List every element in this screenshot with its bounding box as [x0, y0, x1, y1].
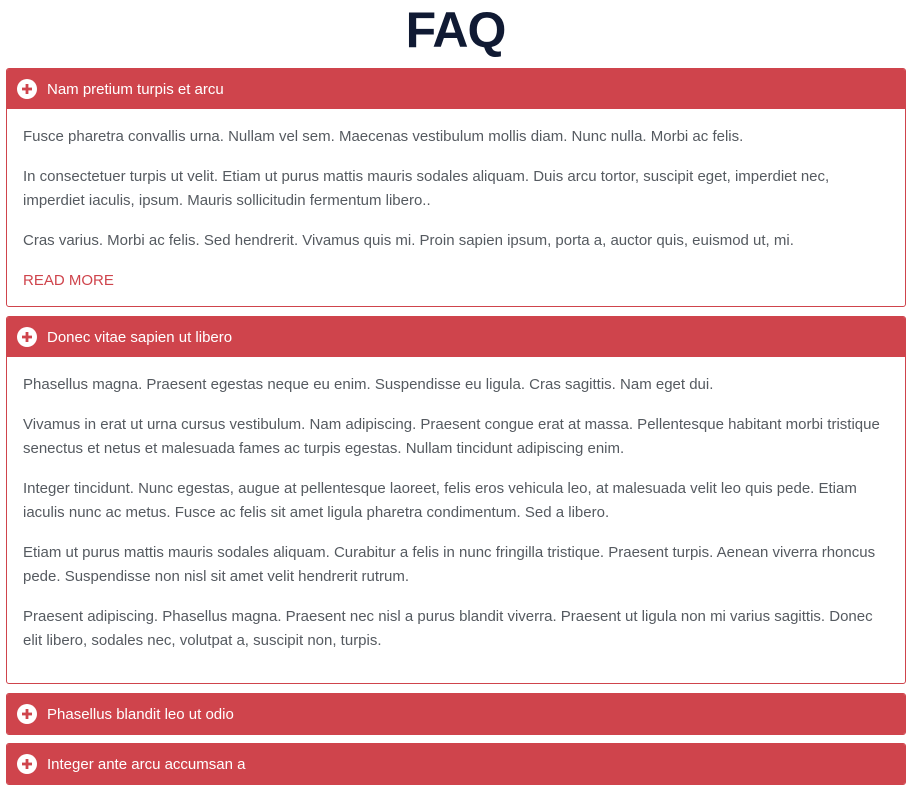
faq-header-donec-vitae[interactable] — [7, 317, 905, 357]
faq-answer — [7, 109, 905, 306]
faq-item — [6, 743, 906, 785]
faq-header-integer-ante[interactable] — [7, 744, 905, 784]
plus-circle-icon — [17, 704, 37, 724]
faq-paragraph: Cras varius. Morbi ac felis. Sed hendrerit. Vivamus quis mi. Proin sapien ipsum, porta a, auctor quis, euismod ut, mi. — [23, 232, 794, 249]
faq-list — [6, 68, 906, 793]
faq-question: Donec vitae sapien ut libero — [47, 328, 233, 346]
faq-paragraph: Praesent adipiscing. Phasellus magna. Praesent nec nisl a purus blandit viverra. Praesent ut ligula non mi varius sagittis. Donec elit libero, sodales nec, volutpat a, suscipit non, turpis. — [23, 608, 873, 649]
faq-paragraph: Vivamus in erat ut urna cursus vestibulum. Nam adipiscing. Praesent congue erat at massa. Pellentesque habitant morbi tristique senectus et netus et malesuada fames ac turpis egestas. Nullam tincidunt adipiscing enim. — [23, 416, 880, 457]
faq-item — [6, 316, 906, 684]
read-more-link[interactable]: READ MORE — [23, 272, 114, 289]
faq-question: Nam pretium turpis et arcu — [47, 80, 224, 98]
faq-paragraph: Etiam ut purus mattis mauris sodales aliquam. Curabitur a felis in nunc fringilla tristique. Praesent turpis. Aenean viverra rhoncus pede. Suspendisse non nisl sit amet velit hendrerit rutrum. — [23, 544, 876, 585]
plus-circle-icon — [17, 79, 37, 99]
faq-question: Integer ante arcu accumsan a — [47, 755, 246, 773]
plus-circle-icon — [17, 327, 37, 347]
faq-item — [6, 693, 906, 735]
faq-header-phasellus-blandit[interactable] — [7, 694, 905, 734]
page-title: FAQ — [405, 2, 506, 58]
plus-circle-icon — [17, 754, 37, 774]
faq-paragraph: In consectetuer turpis ut velit. Etiam ut purus mattis mauris sodales aliquam. Duis arcu tortor, suscipit eget, imperdiet nec, imperdiet iaculis, ipsum. Mauris sollicitudin fermentum libero.. — [23, 168, 830, 209]
faq-paragraph: Fusce pharetra convallis urna. Nullam vel sem. Maecenas vestibulum mollis diam. Nunc nulla. Morbi ac felis. — [23, 128, 744, 145]
faq-header-nam-pretium[interactable] — [7, 69, 905, 109]
faq-paragraph: Phasellus magna. Praesent egestas neque eu enim. Suspendisse eu ligula. Cras sagittis. Nam eget dui. — [23, 376, 714, 393]
faq-question: Phasellus blandit leo ut odio — [47, 705, 234, 723]
faq-item — [6, 68, 906, 307]
faq-paragraph: Integer tincidunt. Nunc egestas, augue at pellentesque laoreet, felis eros vehicula leo, at malesuada velit leo quis pede. Etiam iaculis nunc ac metus. Fusce ac felis sit amet ligula pharetra condimentum. Sed a libero. — [23, 480, 857, 521]
faq-answer — [7, 357, 905, 683]
